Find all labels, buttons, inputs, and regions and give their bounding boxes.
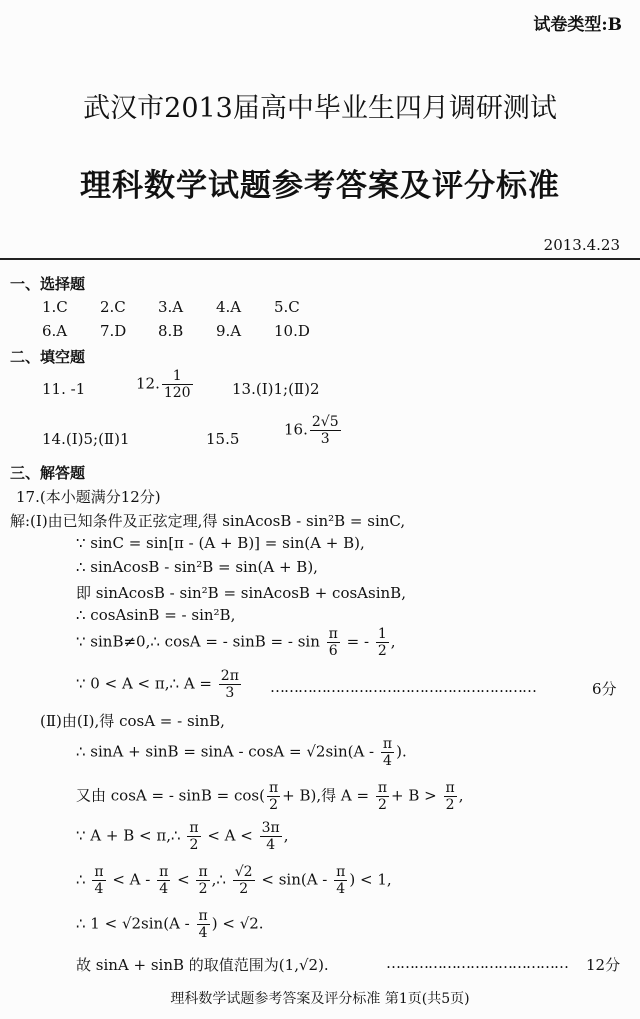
fill-answer-16 [284,414,343,447]
fraction-numerator: π [382,736,393,752]
fraction-numerator: π [94,864,104,880]
math-text: ,∴ [211,870,226,889]
header-divider [0,258,640,260]
fraction-denominator: 4 [198,925,208,942]
exam-title: 武汉市2013届高中毕业生四月调研测试 [83,93,557,124]
math-text: ∴ 1 < √2sin(A - [76,914,190,933]
math-text: + B),得 A = [282,786,370,805]
solution-line: 解:(Ⅰ)由已知条件及正弦定理,得 sinAcosB - sin²B = sinC, [10,512,406,530]
fraction-denominator: 4 [266,837,276,854]
fraction-denominator: 4 [336,881,346,898]
fill-answer-15: 15.5 [206,430,240,448]
fill-answer-11: 11. -1 [42,380,86,398]
choice-answer: 5.C [274,298,300,316]
section-fill-blank-heading: 二、填空题 [10,348,86,366]
solution-line [76,780,464,813]
document-date: 2013.4.23 [543,236,620,254]
score-leader-dots: ………………………………………………… [270,678,536,696]
fraction-numerator: 2√5 [311,414,339,430]
paper-type-label: 试卷类型:B [533,15,622,35]
fill-answer-13: 13.(Ⅰ)1;(Ⅱ)2 [232,380,320,398]
choice-answer: 7.D [100,322,127,340]
math-text: ∴ sinA + sinB = sinA - cosA = √2sin(A - [76,742,375,761]
choice-answer: 10.D [274,322,310,340]
fraction-numerator: π [336,864,346,880]
math-text: < sin(A - [261,870,328,889]
fraction-denominator: 4 [94,881,104,898]
choice-answer: 3.A [158,298,184,316]
fraction-denominator: 2 [377,797,387,814]
math-text: , [458,786,464,805]
section-multiple-choice-heading: 一、选择题 [10,275,86,293]
fraction-denominator: 2 [239,881,249,898]
fraction-denominator: 120 [163,385,191,402]
math-text: 又由 cosA = - sinB = cos( [76,786,265,805]
fraction-denominator: 2 [269,797,278,814]
question-17-heading: 17.(本小题满分12分) [16,488,161,506]
fraction-numerator: π [159,864,169,880]
solution-line [76,736,407,769]
fill-label: 12. [136,374,160,393]
math-text: , [283,826,289,845]
fraction-numerator: 3π [261,820,280,836]
fraction-denominator: 4 [383,753,392,770]
math-text: ). [396,742,407,761]
fraction-numerator: √2 [234,864,253,880]
choice-answer: 8.B [158,322,184,340]
fraction-numerator: π [445,780,455,796]
solution-line: (Ⅱ)由(Ⅰ),得 cosA = - sinB, [40,712,225,730]
math-text: , [390,632,396,651]
math-text: ∴ [76,870,86,889]
score-leader-dots: ………………………………… [386,954,568,972]
math-text: ∵ A + B < π,∴ [76,826,181,845]
solution-line: ∴ cosAsinB = - sin²B, [76,606,236,624]
solution-line [76,626,396,659]
choices-row-1 [42,298,332,316]
math-text: < A - [112,870,151,889]
fraction-numerator: 2π [220,668,239,684]
section-solutions-heading: 三、解答题 [10,464,86,482]
math-text: + B > [391,786,437,805]
fraction-numerator: 1 [162,368,193,385]
fraction-denominator: 3 [225,685,235,702]
solution-line: ∴ sinAcosB - sin²B = sin(A + B), [76,558,318,576]
math-text: ) < 1, [349,870,392,889]
fraction-numerator: π [198,864,208,880]
page-footer: 理科数学试题参考答案及评分标准 第1页(共5页) [170,991,470,1007]
fraction-denominator: 2 [198,881,208,898]
fill-label: 16. [284,420,308,439]
fraction-denominator: 6 [328,643,338,660]
fraction-numerator: π [328,626,338,642]
fill-answer-12 [136,368,195,401]
fraction-numerator: 1 [377,626,387,642]
solution-line [76,820,289,853]
fraction-denominator: 4 [159,881,169,898]
math-text: < A < [207,826,253,845]
math-text: = - [346,632,370,651]
math-text: ) < √2. [211,914,264,933]
math-text: ∵ 0 < A < π,∴ A = [76,674,213,693]
math-text: ∵ sinB≠0,∴ cosA = - sinB = - sin [76,632,320,651]
fraction-denominator: 2 [189,837,199,854]
solution-line: 即 sinAcosB - sin²B = sinAcosB + cosAsinB, [76,584,406,602]
fill-answer-14: 14.(Ⅰ)5;(Ⅱ)1 [42,430,130,448]
fraction-numerator: π [189,820,199,836]
choice-answer: 1.C [42,298,68,316]
fraction-denominator: 2 [377,643,387,660]
choice-answer: 9.A [216,322,242,340]
fraction-denominator: 2 [445,797,455,814]
solution-line: ∵ sinC = sin[π - (A + B)] = sin(A + B), [76,534,365,552]
choice-answer: 6.A [42,322,68,340]
solution-line [76,908,264,941]
choice-answer: 4.A [216,298,242,316]
solution-line: 故 sinA + sinB 的取值范围为(1,√2). [76,956,329,974]
choices-row-2 [42,322,332,340]
score-label: 6分 [592,680,617,698]
fraction-numerator: π [198,908,208,924]
score-label: 12分 [586,956,621,974]
document-title: 理科数学试题参考答案及评分标准 [80,168,560,204]
fraction-numerator: π [377,780,388,796]
solution-line [76,864,392,897]
fraction-numerator: π [268,780,279,796]
fraction-denominator: 3 [320,431,330,448]
math-text: < [177,870,190,889]
choice-answer: 2.C [100,298,126,316]
solution-line [76,668,243,701]
